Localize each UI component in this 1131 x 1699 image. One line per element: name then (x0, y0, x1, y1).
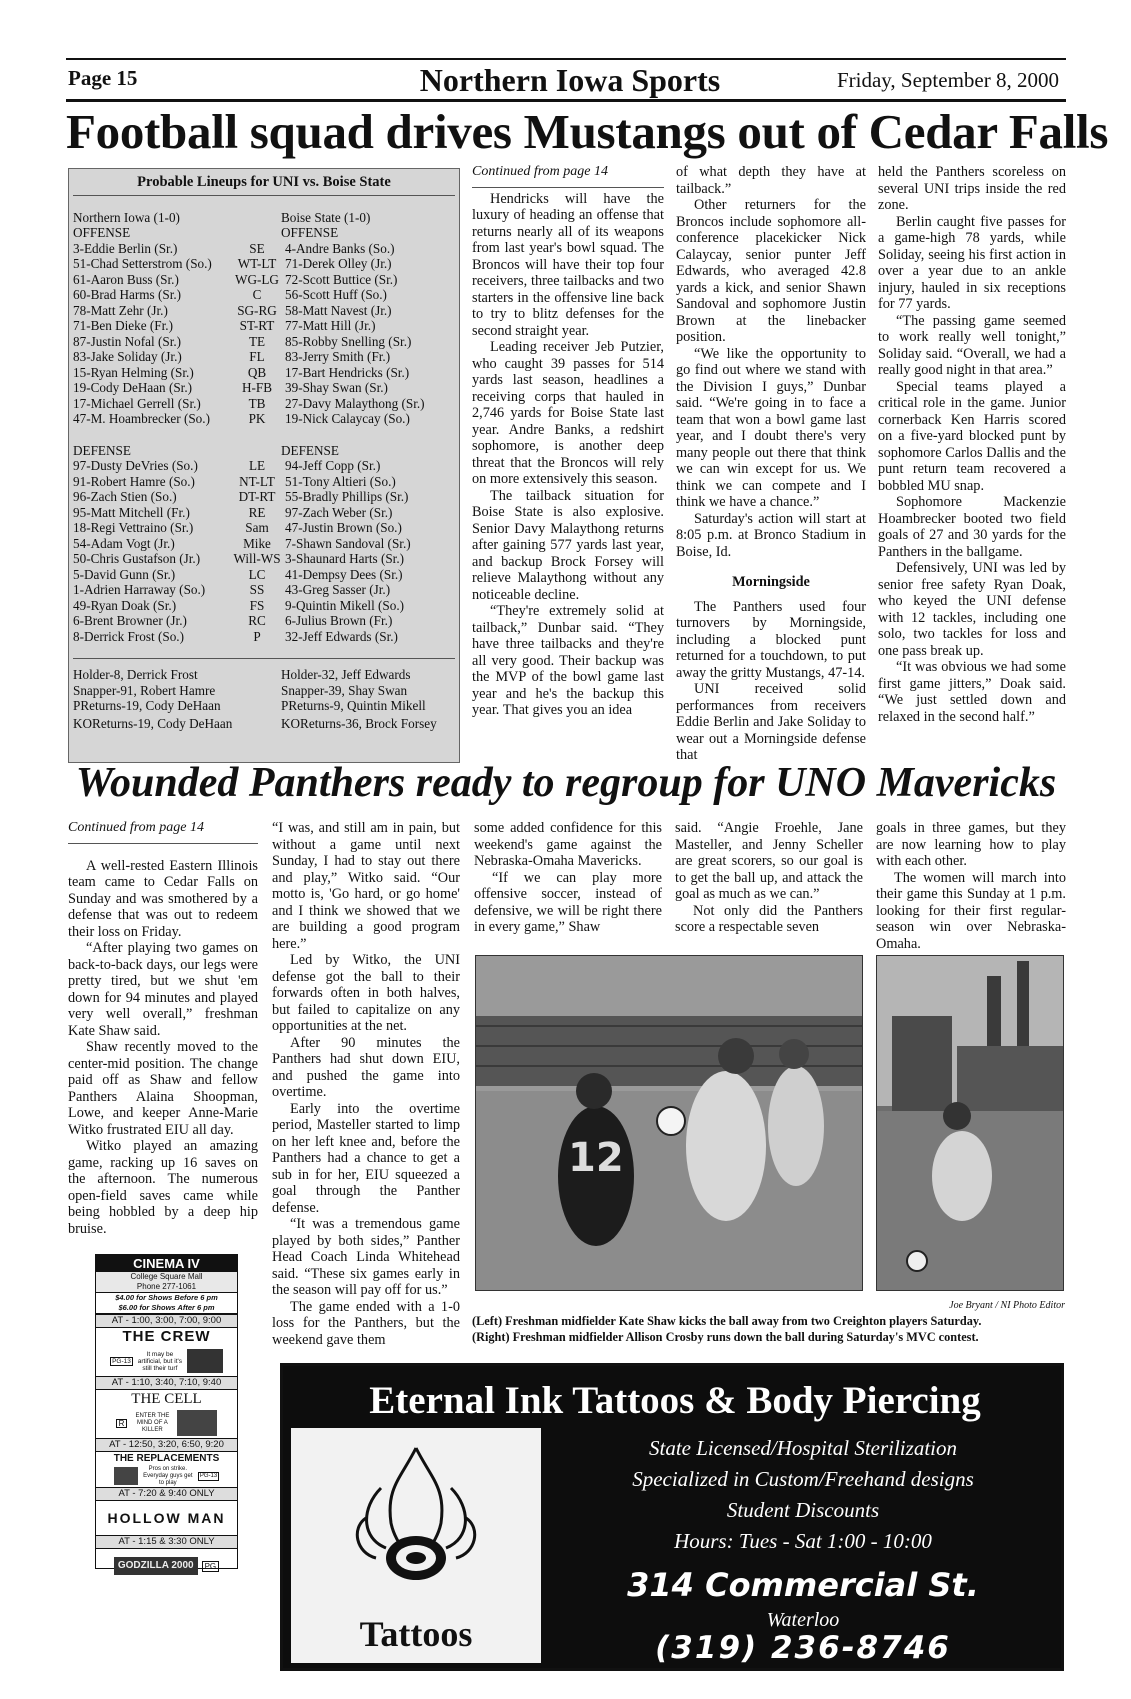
position: TB (248, 395, 266, 411)
defense-row (73, 551, 455, 567)
football-column-3 (878, 164, 1066, 725)
lineup-box (68, 168, 460, 763)
paragraphs (68, 858, 258, 1238)
offense-label-a: OFFENSE (73, 225, 131, 240)
soccer-headline: Wounded Panthers ready to regroup for UNO Mavericks (75, 760, 1057, 806)
tattoo-line-3: Student Discounts (726, 1498, 880, 1522)
uni-player: 91-Robert Hamre (So.) (73, 473, 195, 489)
price-after: $6.00 for Shows After 6 pm (118, 1303, 215, 1312)
boise-player: 17-Bart Hendricks (Sr.) (285, 364, 410, 380)
offense-label-b: OFFENSE (281, 225, 339, 240)
special-b1: Holder-32, Jeff Edwards (281, 667, 411, 682)
special-b2: Snapper-39, Shay Swan (281, 682, 408, 698)
paragraph: “We like the opportunity to go find out where we stand with the Division I guys,” Dunbar said. “We're going in to face a team that won a bowl game last year, and I doubt there's very many people out there that think we can win except for us. We think we can compete and I think we have a chance.” (676, 345, 866, 510)
boise-player: 55-Bradly Phillips (Sr.) (285, 489, 409, 504)
position: LC (248, 566, 266, 582)
position: SG-RG (237, 302, 277, 318)
defense-row (73, 489, 455, 505)
offense-row (73, 349, 455, 365)
paragraph: Leading receiver Jeb Putzier, who caught 39 passes for 514 yards last season, headlines a receiving corps that hauled in 2,746 yards for Boise State last year. Andre Banks, a redshirt sophomore, is another deep threat that the Broncos will rely on more extensively this season. (472, 339, 664, 487)
svg-text:12: 12 (568, 1135, 624, 1181)
tattoo-phone: (319) 236-8746 (655, 1630, 951, 1666)
continued-line: Continued from page 14 (472, 164, 664, 188)
movie-5-title: GODZILLA 2000 (114, 1557, 198, 1575)
movie-2-image (177, 1410, 217, 1436)
issue-date: Friday, September 8, 2000 (836, 68, 1059, 92)
uni-player: 60-Brad Harms (Sr.) (73, 287, 182, 302)
uni-player: 95-Matt Mitchell (Fr.) (73, 504, 190, 520)
position: H-FB (241, 380, 273, 395)
position: RE (248, 504, 266, 520)
paragraph: After 90 minutes the Panthers had shut down EIU, and pushed the game into overtime. (272, 1034, 460, 1100)
soccer-photo-right-art (877, 956, 1064, 1291)
boise-player: 47-Justin Brown (So.) (285, 520, 402, 535)
paragraphs (878, 164, 1066, 725)
paragraph: “It was a tremendous game played by both sides,” Panther Head Coach Linda Whitehead said. “These six games early in the season will pay off for us.” (272, 1216, 460, 1298)
soccer-column-4 (675, 820, 863, 936)
offense-rows (73, 241, 455, 427)
special-a3: PReturns-19, Cody DeHaan (73, 698, 221, 713)
paragraph: “I was, and still am in pain, but without a game until next Sunday, I had to stay out there and play,” Witko said. “Our motto is, 'Go hard, or go home' and I think we showed that we are building a good program here.” (272, 820, 460, 952)
defense-row (73, 567, 455, 583)
special-a4: KOReturns-19, Cody DeHaan (73, 715, 233, 731)
offense-row (73, 272, 455, 288)
tattoo-street: 314 Commercial St. (627, 1566, 979, 1604)
boise-player: 71-Derek Olley (Jr.) (285, 256, 392, 271)
paragraph: Defensively, UNI was led by senior free safety Ryan Doak, who keyed the UNI defense with 12 tackles, including one solo, two tackles for loss and one pass break up. (878, 560, 1066, 659)
special-b3: PReturns-9, Quintin Mikell (281, 698, 426, 713)
offense-row (73, 256, 455, 272)
defense-row (73, 598, 455, 614)
boise-player: 97-Zach Weber (Sr.) (285, 504, 393, 520)
uni-player: 19-Cody DeHaan (Sr.) (73, 380, 193, 395)
movie-3-image (114, 1467, 138, 1485)
uni-player: 96-Zach Stien (So.) (73, 489, 177, 504)
defense-rows (73, 458, 455, 644)
uni-player: 17-Michael Gerrell (Sr.) (73, 395, 201, 411)
soccer-column-1 (68, 820, 258, 1237)
position: QB (247, 364, 267, 380)
masthead-rule (66, 99, 1066, 102)
movie-5-times: AT - 1:15 & 3:30 ONLY (96, 1535, 237, 1549)
defense-row (73, 505, 455, 521)
movie-3-tagline: Pros on strike. Everyday guys get to play (143, 1465, 193, 1486)
offense-row (73, 287, 455, 303)
position: LE (248, 458, 266, 473)
boise-player: 7-Shawn Sandoval (Sr.) (285, 535, 411, 551)
uni-player: 15-Ryan Helming (Sr.) (73, 364, 194, 380)
paragraph: “The passing game seemed to work really well tonight,” Soliday said. “Overall, we had a really good night in that area.” (878, 312, 1066, 378)
boise-player: 43-Greg Sasser (Jr.) (285, 582, 391, 597)
special-b4: KOReturns-36, Brock Forsey (281, 715, 437, 731)
uni-player: 8-Derrick Frost (So.) (73, 628, 184, 644)
photo-credit: Joe Bryant / NI Photo Editor (949, 1300, 1065, 1311)
boise-player: 58-Matt Navest (Jr.) (285, 302, 392, 318)
boise-player: 32-Jeff Edwards (Sr.) (285, 628, 398, 644)
boise-player: 27-Davy Malaythong (Sr.) (285, 395, 425, 411)
paragraphs (876, 820, 1066, 952)
soccer-column-3 (474, 820, 662, 936)
defense-row (73, 520, 455, 536)
position: ST-RT (239, 318, 275, 333)
soccer-column-2 (272, 820, 460, 1348)
position: SS (249, 582, 265, 597)
uni-player: 47-M. Hoambrecker (So.) (73, 411, 210, 426)
offense-row (73, 241, 455, 257)
uni-player: 71-Ben Dieke (Fr.) (73, 318, 173, 333)
movie-1-image (187, 1349, 223, 1373)
football-column-2 (676, 164, 866, 764)
uni-player: 54-Adam Vogt (Jr.) (73, 535, 175, 551)
boise-player: 72-Scott Buttice (Sr.) (285, 271, 398, 287)
position: SE (249, 240, 265, 256)
paragraph: goals in three games, but they are now learning how to play with each other. (876, 820, 1066, 869)
position: PK (248, 411, 266, 426)
paragraphs (472, 191, 664, 719)
special-a1: Holder-8, Derrick Frost (73, 667, 198, 682)
defense-label-b: DEFENSE (281, 442, 339, 458)
football-headline: Football squad drives Mustangs out of Cedar Falls (66, 104, 1109, 159)
defense-row (73, 613, 455, 629)
offense-row (73, 318, 455, 334)
defense-label-a: DEFENSE (73, 442, 131, 458)
defense-row (73, 474, 455, 490)
boise-player: 41-Dempsy Dees (Sr.) (285, 566, 403, 582)
offense-row (73, 411, 455, 427)
movie-2-rating: R (116, 1419, 128, 1428)
paragraph: Special teams played a critical role in the game. Junior cornerback Ken Harris scored on a five-yard blocked punt by sophomore Carlos Dallis and the punt return team recovered a bobbled MU snap. (878, 378, 1066, 494)
movie-3-rating: PG-13 (199, 1472, 218, 1479)
paragraph: “After playing two games on back-to-back days, our legs were pretty tired, but we shut 'em down for 94 minutes and played very well overall,” freshman Kate Shaw said. (68, 940, 258, 1039)
soccer-photo-right (876, 955, 1064, 1291)
paragraph: “If we can play more offensive soccer, instead of defensive, we will be right there in every game,” Shaw (474, 869, 662, 935)
uni-player: 1-Adrien Harraway (So.) (73, 582, 206, 597)
soccer-photo-left (475, 955, 863, 1291)
paragraphs (675, 820, 863, 936)
tattoo-shop-name: Eternal Ink Tattoos & Body Piercing (369, 1379, 981, 1422)
paragraph: said. “Angie Froehle, Jane Masteller, and Jenny Scheller are great scorers, so our goal is to get the ball up, and attack the goal as much as we can.” (675, 820, 863, 902)
boise-player: 6-Julius Brown (Fr.) (285, 613, 393, 628)
uni-player: 83-Jake Soliday (Jr.) (73, 349, 182, 364)
paragraph: A well-rested Eastern Illinois team came to Cedar Falls on Sunday and was smothered by a defense that was out to redeem their loss on Friday. (68, 857, 258, 940)
morningside-subhead: Morningside (732, 574, 810, 590)
tattoo-logo (291, 1428, 541, 1663)
uni-player: 78-Matt Zehr (Jr.) (73, 302, 168, 318)
tattoo-city: Waterloo (766, 1609, 840, 1631)
uni-player: 61-Aaron Buss (Sr.) (73, 271, 179, 287)
football-column-1 (472, 164, 664, 719)
paragraph: The Panthers used four turnovers by Morningside, including a blocked punt returned for a touchdown, to put away the gritty Mustangs, 47-14. (676, 598, 866, 681)
price-before: $4.00 for Shows Before 6 pm (115, 1293, 218, 1302)
boise-player: 94-Jeff Copp (Sr.) (285, 458, 381, 473)
movie-4-title: HOLLOW MAN (107, 1510, 226, 1526)
paragraph: UNI received solid performances from receivers Eddie Berlin and Jake Soliday to wear out a Morningside defense that (676, 681, 866, 763)
uni-player: 50-Chris Gustafson (Jr.) (73, 551, 201, 566)
boise-player: 9-Quintin Mikell (So.) (285, 597, 405, 613)
caption-left: (Left) Freshman midfielder Kate Shaw kicks the ball away from two Creighton players Saturday. (472, 1314, 982, 1328)
movie-5-rating: PG (202, 1561, 220, 1572)
paragraph: “They're extremely solid at tailback,” Dunbar said. “They have three tailbacks and they're all very good. Their backup was the MVP of the bowl game last year and he's the backup this year. That gives you an idea (472, 603, 664, 718)
position: DT-RT (238, 489, 276, 504)
paragraph: The tailback situation for Boise State is also explosive. Senior Davy Malaythong returns after gaining 577 yards last year, and backup Brock Forsey will relieve Malaythong without any noticeable decline. (472, 487, 664, 603)
position: RC (248, 613, 266, 628)
paragraph: Berlin caught five passes for a game-high 78 yards, while Soliday, seeing his first action in over a year due to an ankle injury, hauled in six receptions for 77 yards. (878, 213, 1066, 312)
boise-player: 39-Shay Swan (Sr.) (285, 380, 388, 395)
uni-player: 6-Brent Browner (Jr.) (73, 613, 187, 628)
offense-row (73, 303, 455, 319)
tattoo-ad (280, 1363, 1064, 1671)
movie-1-title: THE CREW (122, 1328, 211, 1345)
boise-player: 19-Nick Calaycay (So.) (285, 411, 410, 426)
team-b: Boise State (1-0) (281, 209, 371, 225)
paragraph: The game ended with a 1-0 loss for the Panthers, but the weekend gave them (272, 1298, 460, 1348)
offense-row (73, 396, 455, 412)
defense-row (73, 458, 455, 474)
photo-caption (472, 1313, 1067, 1345)
paragraph: of what depth they have at tailback.” (676, 164, 866, 197)
boise-player: 3-Shaunard Harts (Sr.) (285, 551, 405, 566)
tattoo-line-1: State Licensed/Hospital Sterilization (649, 1436, 957, 1460)
movie-4-times: AT - 7:20 & 9:40 ONLY (96, 1487, 237, 1501)
paragraph: Witko played an amazing game, racking up 16 saves on the afternoon. The numerous open-field saves came while being hobbled by a deep hip bruise. (68, 1138, 258, 1237)
paragraph: “It was obvious we had some first game jitters,” Doak said. “We just settled down and relaxed in the second half.” (878, 659, 1066, 725)
tattoo-logo-word: Tattoos (359, 1614, 473, 1654)
paragraph: Shaw recently moved to the center-mid position. The change paid off as Shaw and fellow Panthers Alaina Shoopman, Lowe, and keeper Anne-Marie Witko frustrated EIU all day. (68, 1039, 258, 1138)
paragraphs (474, 820, 662, 936)
boise-player: 4-Andre Banks (So.) (285, 240, 395, 256)
boise-player: 83-Jerry Smith (Fr.) (285, 349, 391, 364)
soccer-photo-left-art (476, 956, 863, 1291)
uni-player: 3-Eddie Berlin (Sr.) (73, 240, 178, 256)
position: TE (248, 333, 266, 349)
paragraph: some added confidence for this weekend's game against the Nebraska-Omaha Mavericks. (474, 820, 662, 869)
position: Mike (243, 535, 271, 551)
position: Will-WS (233, 551, 281, 566)
defense-row (73, 629, 455, 645)
continued-line: Continued from page 14 (68, 820, 258, 844)
paragraph: Led by Witko, the UNI defense got the ball to their forwards often in both halves, but failed to capitalize on any opportunities at the net. (272, 952, 460, 1034)
boise-player: 77-Matt Hill (Jr.) (285, 318, 376, 333)
paragraph: Hendricks will have the luxury of heading an offense that returns nearly all of its weapons from last year's bowl squad. The Broncos will have their top four receivers, three tailbacks and two starters in the offensive line back to try to blitz defenses for the second straight year. (472, 190, 664, 339)
position: C (252, 287, 262, 302)
movie-2-tagline: ENTER THE MIND OF A KILLER (135, 1412, 170, 1433)
movie-1-times: AT - 1:00, 3:00, 7:00, 9:00 (96, 1314, 237, 1328)
movie-3-times: AT - 12:50, 3:20, 6:50, 9:20 (96, 1438, 237, 1452)
soccer-column-5 (876, 820, 1066, 952)
position: NT-LT (239, 473, 275, 489)
tattoo-line-2: Specialized in Custom/Freehand designs (632, 1467, 974, 1491)
position: FS (249, 597, 265, 613)
paragraphs (272, 820, 460, 1348)
paragraph: held the Panthers scoreless on several UNI trips inside the red zone. (878, 164, 1066, 213)
paragraphs (676, 599, 866, 764)
cinema-location: College Square Mall (130, 1272, 203, 1281)
uni-player: 49-Ryan Doak (Sr.) (73, 597, 177, 613)
position: P (253, 628, 261, 644)
position: WG-LG (235, 271, 279, 287)
caption-right: (Right) Freshman midfielder Allison Crosby runs down the ball during Saturday's MVC contest. (472, 1330, 979, 1344)
boise-player: 56-Scott Huff (So.) (285, 287, 387, 302)
paragraph: Sophomore Mackenzie Hoambrecker booted two field goals of 27 and 30 yards for the Panthers in the ballgame. (878, 494, 1066, 560)
position: WT-LT (237, 256, 277, 271)
movie-2-times: AT - 1:10, 3:40, 7:10, 9:40 (96, 1376, 237, 1390)
cinema-ad (95, 1254, 238, 1569)
cinema-phone: Phone 277-1061 (136, 1282, 197, 1291)
lineup-title: Probable Lineups for UNI vs. Boise State (73, 169, 455, 196)
movie-1-tagline: It may be artificial, but it's still their turf (137, 1350, 182, 1372)
offense-row (73, 380, 455, 396)
defense-row (73, 582, 455, 598)
boise-player: 85-Robby Snelling (Sr.) (285, 333, 412, 349)
paragraph: The women will march into their game this Sunday at 1 p.m. looking for their first regular-season win over Nebraska-Omaha. (876, 869, 1066, 952)
cinema-name: CINEMA IV (96, 1255, 237, 1272)
special-a2: Snapper-91, Robert Hamre (73, 682, 216, 698)
page-number: Page 15 (68, 66, 138, 90)
top-rule (66, 58, 1066, 60)
paragraph: Other returners for the Broncos include sophomore all-conference placekicker Nick Calaycay, senior punter Jeff Edwards, who averaged 42.8 yards a kick, and senior Shawn Sandoval and sophomore Justin Brown at the linebacker position. (676, 197, 866, 345)
paragraphs (676, 164, 866, 560)
offense-row (73, 334, 455, 350)
movie-2-title: THE CELL (131, 1391, 202, 1407)
movie-1-rating: PG-13 (112, 1357, 131, 1365)
paragraph: Saturday's action will start at 8:05 p.m. at Bronco Stadium in Boise, Id. (676, 510, 866, 560)
paragraph: Early into the overtime period, Masteller started to limp on her left knee and, before the Panthers had a chance to get a sub in for her, EIU squeezed a goal through the Panther defense. (272, 1100, 460, 1216)
position: FL (249, 349, 265, 364)
paragraph: Not only did the Panthers score a respectable seven (675, 902, 863, 935)
position: Sam (245, 520, 269, 535)
uni-player: 18-Regi Vettraino (Sr.) (73, 520, 194, 535)
uni-player: 5-David Gunn (Sr.) (73, 566, 176, 582)
uni-player: 51-Chad Setterstrom (So.) (73, 256, 212, 271)
team-a: Northern Iowa (1-0) (73, 209, 180, 225)
tattoo-hours: Hours: Tues - Sat 1:00 - 10:00 (674, 1529, 932, 1553)
uni-player: 97-Dusty DeVries (So.) (73, 458, 198, 473)
defense-row (73, 536, 455, 552)
movie-3-title: THE REPLACEMENTS (113, 1453, 220, 1464)
section-title: Northern Iowa Sports (419, 62, 721, 98)
offense-row (73, 365, 455, 381)
boise-player: 51-Tony Altieri (So.) (285, 473, 396, 489)
uni-player: 87-Justin Nofal (Sr.) (73, 333, 182, 349)
